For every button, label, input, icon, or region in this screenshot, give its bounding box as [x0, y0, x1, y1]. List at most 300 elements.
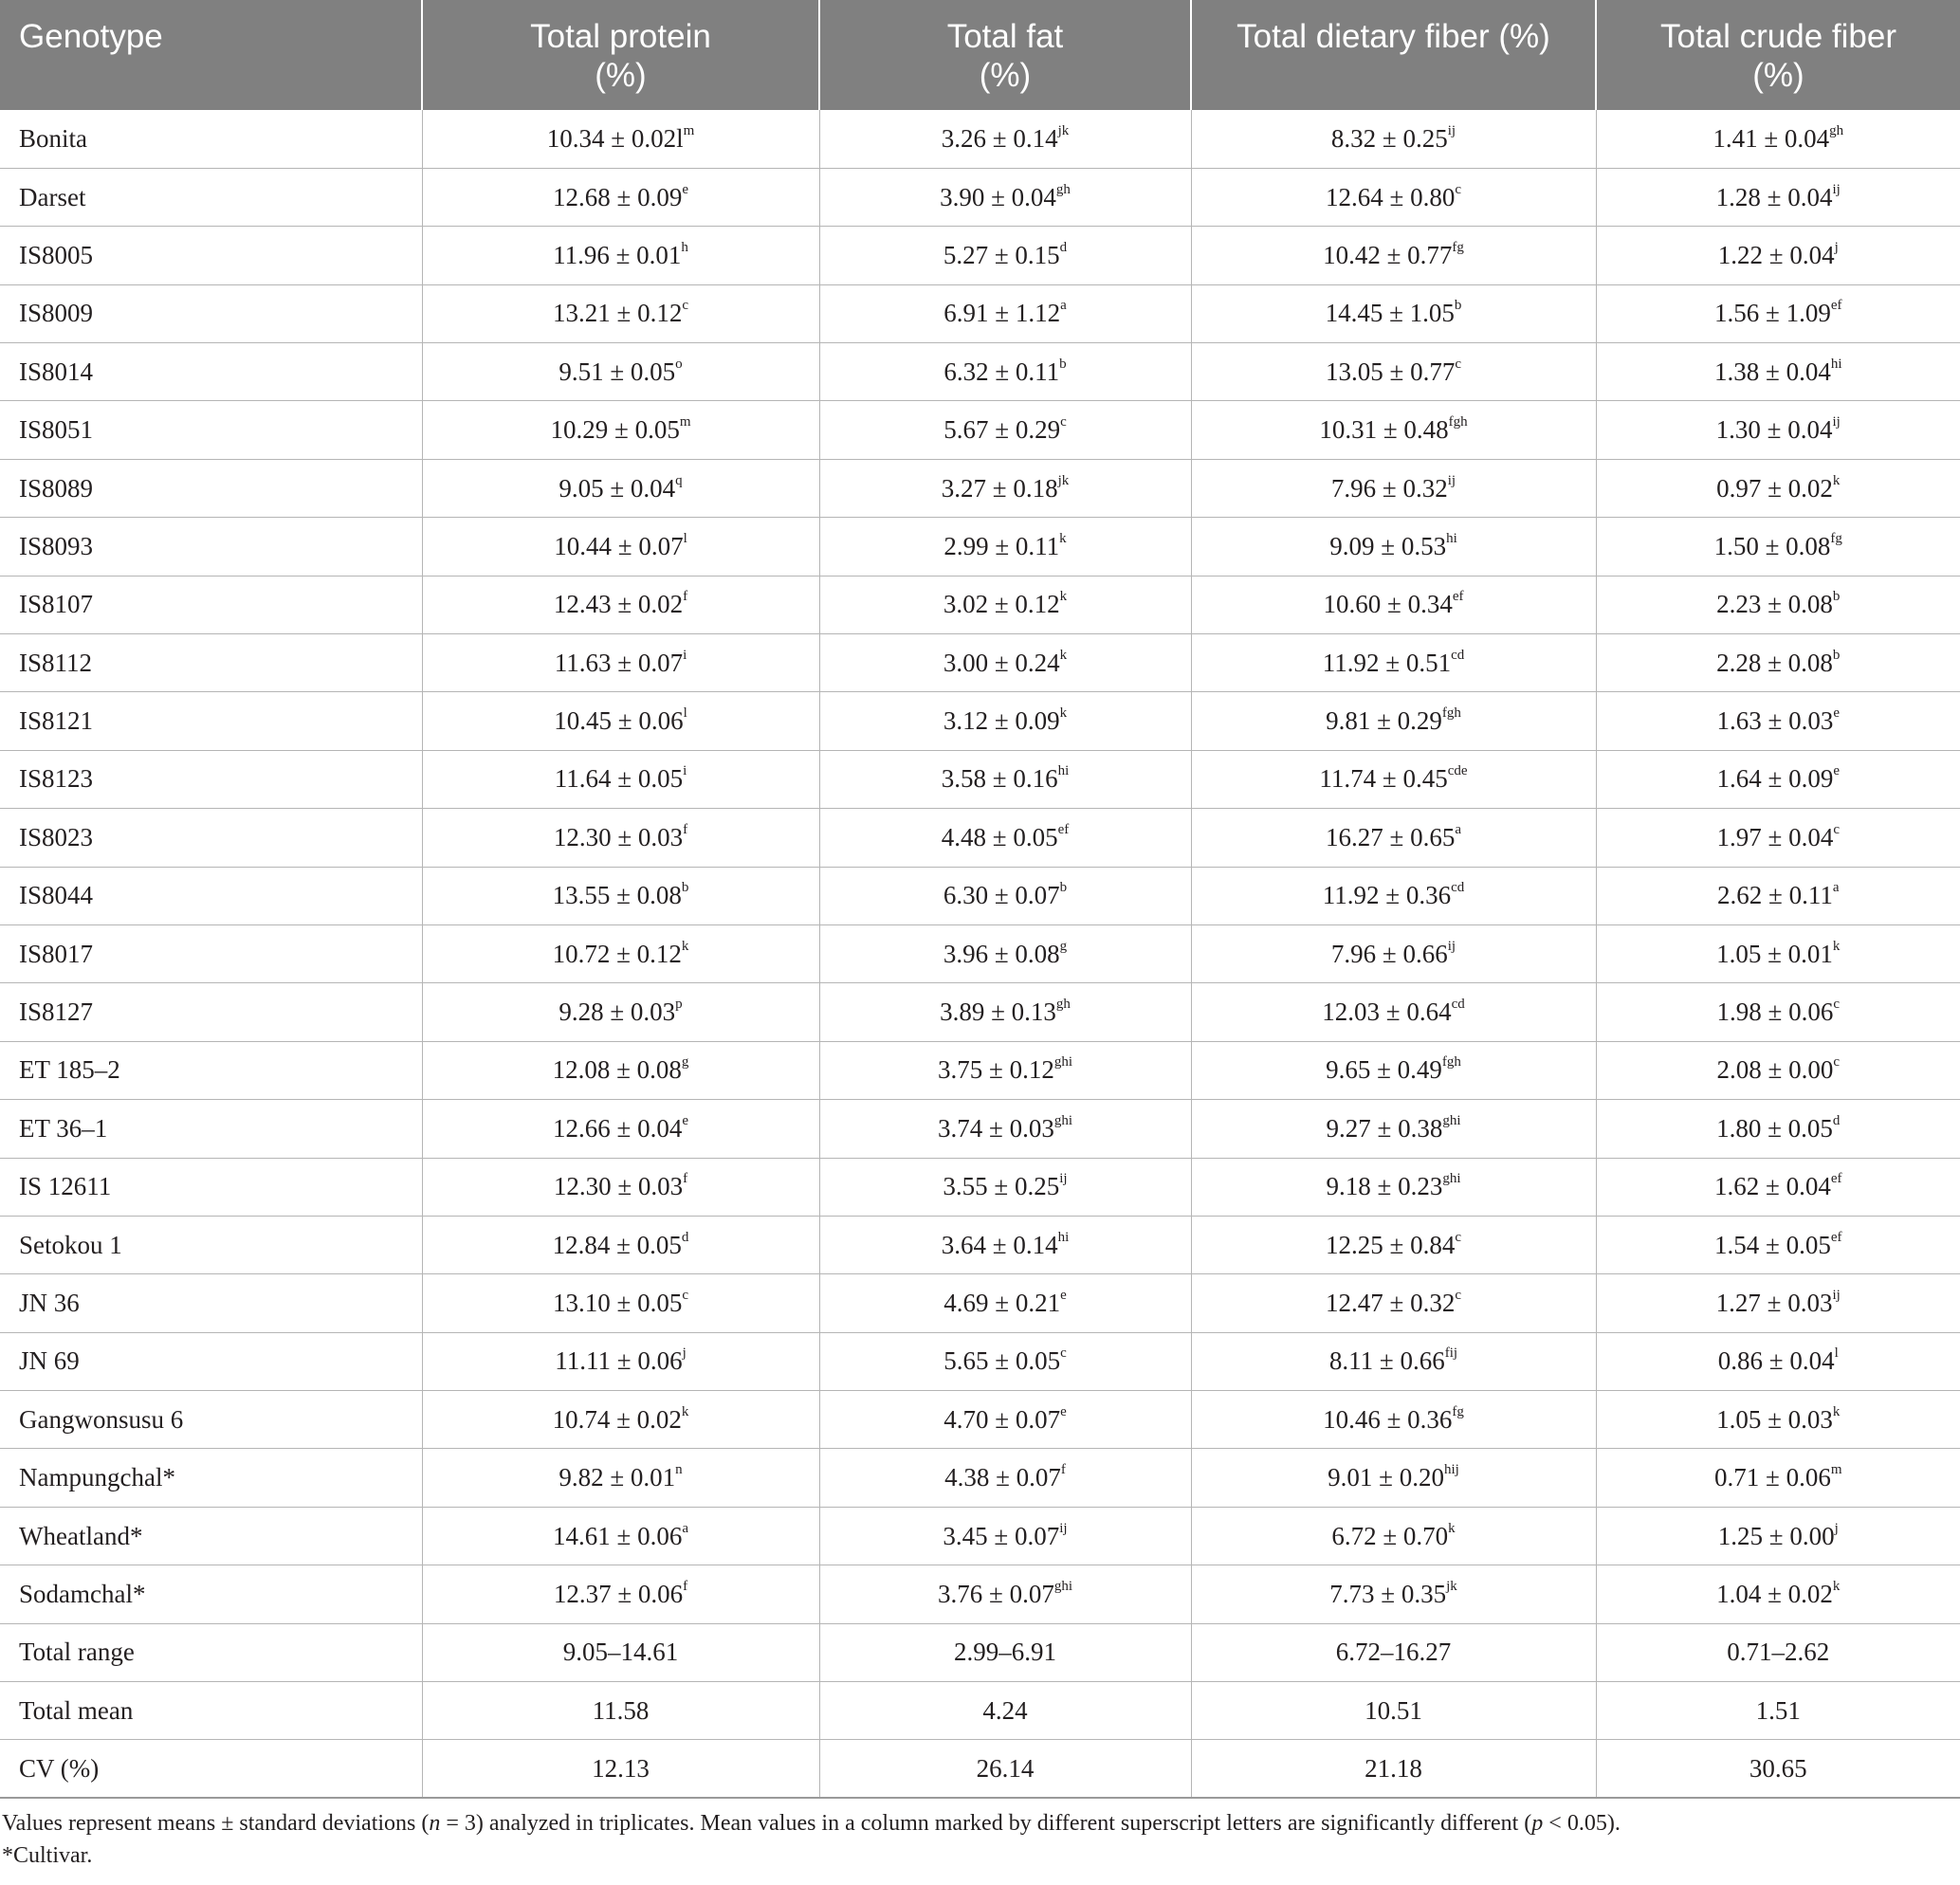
value-cell	[819, 1158, 1191, 1216]
value-cell	[1596, 1158, 1960, 1216]
significance-letters: n	[675, 1462, 683, 1478]
significance-letters: ef	[1452, 589, 1464, 605]
cell-value: 1.38 ± 0.04	[1714, 357, 1831, 386]
table-row	[0, 1565, 1960, 1623]
cell-value: 9.05–14.61	[562, 1638, 679, 1667]
significance-letters: e	[1833, 763, 1840, 779]
cell-value: 1.25 ± 0.00	[1717, 1521, 1835, 1550]
genotype-cell: IS8093	[0, 518, 422, 576]
significance-letters: m	[679, 414, 691, 430]
cell-value: 5.67 ± 0.29	[943, 415, 1061, 445]
significance-letters: q	[675, 472, 683, 488]
significance-letters: l	[683, 530, 687, 546]
value-cell	[422, 1507, 819, 1565]
cell-value: 10.45 ± 0.06	[554, 706, 684, 736]
significance-letters: c	[1833, 997, 1840, 1013]
footnote-n-symbol: n	[429, 1811, 441, 1836]
value-cell	[1191, 1682, 1596, 1740]
value-cell	[1191, 1565, 1596, 1623]
value-cell	[422, 867, 819, 924]
cell-value: 1.63 ± 0.03	[1716, 706, 1834, 736]
significance-letters: a	[1455, 821, 1461, 837]
cell-value: 12.43 ± 0.02	[553, 590, 684, 619]
cell-value: 2.23 ± 0.08	[1716, 590, 1833, 619]
value-cell	[1596, 692, 1960, 750]
value-cell	[819, 1682, 1191, 1740]
value-cell	[1191, 1158, 1596, 1216]
significance-letters: l	[1834, 1345, 1839, 1362]
value-cell	[1596, 867, 1960, 924]
cell-value: 12.25 ± 0.84	[1326, 1230, 1456, 1259]
cell-value: 1.98 ± 0.06	[1716, 997, 1834, 1027]
table-row	[0, 1449, 1960, 1507]
significance-letters: k	[1448, 1520, 1456, 1536]
cell-value: 30.65	[1749, 1753, 1807, 1783]
column-header-unit: (%)	[1752, 57, 1804, 94]
genotype-cell: IS 12611	[0, 1158, 422, 1216]
cell-value: 11.64 ± 0.05	[554, 764, 684, 794]
value-cell	[1596, 1100, 1960, 1158]
significance-letters: i	[683, 647, 687, 663]
value-cell	[819, 576, 1191, 633]
significance-letters: gh	[1829, 122, 1844, 138]
significance-letters: jk	[1057, 472, 1070, 488]
significance-letters: fgh	[1448, 414, 1468, 430]
value-cell	[1596, 343, 1960, 401]
value-cell	[1596, 1332, 1960, 1390]
table-row	[0, 1740, 1960, 1798]
header-row	[0, 0, 1960, 110]
value-cell	[819, 518, 1191, 576]
cell-value: 9.65 ± 0.49	[1326, 1055, 1442, 1085]
significance-letters: e	[1060, 1403, 1067, 1419]
significance-letters: m	[1830, 1462, 1842, 1478]
cell-value: 13.10 ± 0.05	[553, 1289, 683, 1317]
cell-value: 1.04 ± 0.02	[1716, 1579, 1833, 1608]
value-cell	[422, 1682, 819, 1740]
value-cell	[819, 343, 1191, 401]
table-row	[0, 634, 1960, 692]
value-cell	[819, 1332, 1191, 1390]
value-cell	[422, 809, 819, 867]
genotype-cell: Sodamchal*	[0, 1565, 422, 1623]
significance-letters: ghi	[1053, 1054, 1072, 1071]
significance-letters: k	[1832, 1578, 1841, 1594]
cell-value: 6.72–16.27	[1335, 1638, 1452, 1667]
table-row	[0, 401, 1960, 459]
genotype-cell: Total range	[0, 1623, 422, 1681]
significance-letters: c	[682, 1288, 688, 1303]
significance-letters: ij	[1447, 472, 1456, 488]
value-cell	[1596, 1682, 1960, 1740]
genotype-cell: IS8014	[0, 343, 422, 401]
footnote-p-symbol: p	[1531, 1811, 1544, 1836]
value-cell	[422, 692, 819, 750]
significance-letters: hi	[1057, 1229, 1070, 1245]
cell-value: 0.86 ± 0.04	[1717, 1346, 1835, 1376]
significance-letters: cd	[1451, 880, 1465, 896]
value-cell	[1596, 750, 1960, 808]
cell-value: 4.69 ± 0.21	[943, 1289, 1061, 1317]
significance-letters: fgh	[1441, 705, 1461, 722]
cell-value: 3.27 ± 0.18	[941, 473, 1058, 503]
significance-letters: hi	[1830, 356, 1842, 372]
value-cell	[1191, 110, 1596, 168]
significance-letters: c	[1455, 181, 1461, 197]
table-row	[0, 1623, 1960, 1681]
significance-letters: gh	[1055, 997, 1071, 1013]
genotype-cell: Wheatland*	[0, 1507, 422, 1565]
cell-value: 3.96 ± 0.08	[943, 939, 1060, 968]
significance-letters: j	[1834, 239, 1839, 255]
table-row	[0, 1216, 1960, 1273]
cell-value: 3.90 ± 0.04	[940, 182, 1056, 211]
cell-value: 10.31 ± 0.48	[1319, 415, 1449, 445]
value-cell	[1191, 1216, 1596, 1273]
table-header	[0, 0, 1960, 110]
significance-letters: e	[1060, 1288, 1067, 1303]
cell-value: 1.50 ± 0.08	[1713, 531, 1831, 560]
cell-value: 3.12 ± 0.09	[943, 706, 1060, 736]
value-cell	[819, 983, 1191, 1041]
value-cell	[1596, 634, 1960, 692]
cell-value: 2.08 ± 0.00	[1716, 1055, 1834, 1085]
table-row	[0, 1158, 1960, 1216]
cell-value: 1.28 ± 0.04	[1715, 182, 1833, 211]
cell-value: 3.76 ± 0.07	[938, 1579, 1054, 1608]
value-cell	[819, 1100, 1191, 1158]
significance-letters: c	[1060, 414, 1067, 430]
significance-letters: ghi	[1442, 1171, 1461, 1187]
cell-value: 3.58 ± 0.16	[941, 764, 1058, 794]
genotype-cell: IS8121	[0, 692, 422, 750]
value-cell	[422, 1274, 819, 1332]
cell-value: 13.55 ± 0.08	[552, 881, 682, 910]
significance-letters: hi	[1057, 763, 1070, 779]
significance-letters: ij	[1059, 1171, 1068, 1187]
value-cell	[819, 284, 1191, 342]
value-cell	[819, 110, 1191, 168]
column-header-unit: (%)	[595, 57, 647, 94]
significance-letters: j	[682, 1345, 687, 1362]
cell-value: 14.45 ± 1.05	[1325, 299, 1455, 328]
cell-value: 1.56 ± 1.09	[1714, 299, 1831, 328]
cell-value: 8.11 ± 0.66	[1328, 1346, 1445, 1376]
cell-value: 11.92 ± 0.51	[1322, 648, 1452, 677]
cell-value: 9.28 ± 0.03	[559, 997, 676, 1027]
significance-letters: ij	[1832, 181, 1841, 197]
genotype-cell: JN 69	[0, 1332, 422, 1390]
cell-value: 10.34 ± 0.02l	[546, 123, 684, 153]
genotype-cell: ET 185–2	[0, 1041, 422, 1099]
significance-letters: b	[681, 880, 689, 896]
significance-letters: e	[1833, 705, 1840, 722]
column-header-label: Total crude fiber	[1659, 18, 1897, 55]
column-header-4	[1596, 0, 1960, 110]
value-cell	[819, 1041, 1191, 1099]
table-row	[0, 168, 1960, 226]
value-cell	[422, 343, 819, 401]
value-cell	[1191, 227, 1596, 284]
column-header-label: Genotype	[19, 18, 163, 55]
significance-letters: ghi	[1442, 1112, 1461, 1128]
value-cell	[819, 168, 1191, 226]
cell-value: 3.89 ± 0.13	[940, 997, 1056, 1027]
cell-value: 3.64 ± 0.14	[941, 1230, 1058, 1259]
significance-letters: c	[1455, 1288, 1461, 1303]
value-cell	[1191, 634, 1596, 692]
value-cell	[819, 809, 1191, 867]
significance-letters: e	[682, 1112, 688, 1128]
value-cell	[819, 1507, 1191, 1565]
value-cell	[819, 1449, 1191, 1507]
significance-letters: gh	[1055, 181, 1071, 197]
value-cell	[1596, 1740, 1960, 1798]
value-cell	[1596, 110, 1960, 168]
value-cell	[819, 401, 1191, 459]
significance-letters: d	[681, 1229, 689, 1245]
value-cell	[1596, 809, 1960, 867]
cell-value: 5.27 ± 0.15	[943, 240, 1060, 269]
value-cell	[1191, 1041, 1596, 1099]
cell-value: 1.22 ± 0.04	[1717, 240, 1835, 269]
cell-value: 3.74 ± 0.03	[938, 1113, 1054, 1143]
genotype-cell: IS8089	[0, 459, 422, 517]
value-cell	[422, 401, 819, 459]
significance-letters: a	[1832, 880, 1840, 896]
cell-value: 9.18 ± 0.23	[1326, 1172, 1443, 1201]
cell-value: 11.11 ± 0.06	[555, 1346, 683, 1376]
column-header-2	[819, 0, 1191, 110]
value-cell	[422, 1041, 819, 1099]
table-row	[0, 924, 1960, 982]
significance-letters: k	[1059, 530, 1067, 546]
significance-letters: g	[681, 1054, 689, 1071]
cell-value: 12.30 ± 0.03	[553, 822, 684, 851]
table-row	[0, 110, 1960, 168]
value-cell	[1191, 1391, 1596, 1449]
value-cell	[1191, 576, 1596, 633]
cell-value: 3.55 ± 0.25	[943, 1172, 1060, 1201]
cell-value: 1.41 ± 0.04	[1713, 123, 1830, 153]
significance-letters: k	[1832, 472, 1841, 488]
value-cell	[1191, 1623, 1596, 1681]
cell-value: 9.05 ± 0.04	[559, 473, 676, 503]
table-body	[0, 110, 1960, 1798]
cell-value: 1.51	[1755, 1695, 1801, 1725]
genotype-cell: IS8051	[0, 401, 422, 459]
significance-letters: c	[1455, 1229, 1461, 1245]
value-cell	[819, 459, 1191, 517]
significance-letters: b	[1832, 589, 1841, 605]
value-cell	[1191, 401, 1596, 459]
column-header-0	[0, 0, 422, 110]
cell-value: 10.60 ± 0.34	[1323, 590, 1453, 619]
significance-letters: f	[683, 821, 688, 837]
value-cell	[1596, 1041, 1960, 1099]
footnote-text-b: = 3) analyzed in triplicates. Mean values in a column marked by different superscript letters are significantly different (	[440, 1811, 1532, 1836]
cell-value: 11.74 ± 0.45	[1319, 764, 1448, 794]
significance-letters: i	[683, 763, 687, 779]
cell-value: 13.05 ± 0.77	[1326, 357, 1456, 386]
significance-letters: c	[1833, 1054, 1840, 1071]
significance-letters: k	[1059, 647, 1068, 663]
cell-value: 6.32 ± 0.11	[943, 357, 1060, 386]
significance-letters: ij	[1447, 122, 1456, 138]
value-cell	[1596, 1623, 1960, 1681]
cell-value: 1.62 ± 0.04	[1714, 1172, 1831, 1201]
table-row	[0, 1041, 1960, 1099]
cell-value: 1.30 ± 0.04	[1715, 415, 1833, 445]
column-header-unit: (%)	[979, 57, 1032, 94]
cell-value: 3.45 ± 0.07	[943, 1521, 1060, 1550]
cell-value: 2.28 ± 0.08	[1716, 648, 1833, 677]
cell-value: 10.46 ± 0.36	[1323, 1404, 1453, 1434]
column-header-label: Total fat	[946, 18, 1064, 55]
genotype-cell: Darset	[0, 168, 422, 226]
value-cell	[1596, 284, 1960, 342]
value-cell	[1191, 1449, 1596, 1507]
significance-letters: fij	[1444, 1345, 1458, 1362]
cell-value: 0.71–2.62	[1727, 1638, 1830, 1667]
cell-value: 4.38 ± 0.07	[944, 1463, 1061, 1492]
column-header-1	[422, 0, 819, 110]
cell-value: 11.58	[592, 1695, 650, 1725]
cell-value: 12.03 ± 0.64	[1322, 997, 1452, 1027]
significance-letters: j	[1834, 1520, 1839, 1536]
significance-letters: f	[683, 589, 688, 605]
value-cell	[1191, 692, 1596, 750]
significance-letters: h	[681, 239, 688, 255]
cell-value: 9.01 ± 0.20	[1328, 1463, 1444, 1492]
genotype-cell: Total mean	[0, 1682, 422, 1740]
genotype-cell: IS8005	[0, 227, 422, 284]
significance-letters: hi	[1446, 530, 1457, 546]
significance-letters: k	[1832, 1403, 1841, 1419]
value-cell	[1191, 867, 1596, 924]
cell-value: 21.18	[1365, 1753, 1422, 1783]
table-row	[0, 750, 1960, 808]
value-cell	[422, 1332, 819, 1390]
value-cell	[819, 692, 1191, 750]
cell-value: 3.02 ± 0.12	[943, 590, 1060, 619]
genotype-cell: IS8017	[0, 924, 422, 982]
significance-letters: ij	[1059, 1520, 1068, 1536]
cell-value: 0.97 ± 0.02	[1716, 473, 1833, 503]
table-row	[0, 459, 1960, 517]
significance-letters: ef	[1057, 821, 1070, 837]
significance-letters: b	[1454, 298, 1462, 314]
cell-value: 14.61 ± 0.06	[553, 1521, 683, 1550]
cell-value: 10.74 ± 0.02	[552, 1404, 682, 1434]
genotype-cell: JN 36	[0, 1274, 422, 1332]
significance-letters: a	[1060, 298, 1067, 314]
significance-letters: c	[682, 298, 688, 314]
value-cell	[819, 227, 1191, 284]
cell-value: 1.64 ± 0.09	[1716, 764, 1834, 794]
cell-value: 7.73 ± 0.35	[1329, 1579, 1447, 1608]
cell-value: 3.26 ± 0.14	[941, 123, 1058, 153]
cell-value: 12.64 ± 0.80	[1326, 182, 1456, 211]
significance-letters: p	[675, 997, 683, 1013]
cell-value: 10.42 ± 0.77	[1323, 240, 1453, 269]
value-cell	[1596, 168, 1960, 226]
value-cell	[819, 1274, 1191, 1332]
genotype-cell: IS8023	[0, 809, 422, 867]
cell-value: 12.13	[592, 1753, 650, 1783]
cell-value: 7.96 ± 0.66	[1330, 939, 1448, 968]
cell-value: 0.71 ± 0.06	[1714, 1463, 1831, 1492]
value-cell	[819, 1740, 1191, 1798]
value-cell	[1191, 983, 1596, 1041]
value-cell	[422, 518, 819, 576]
value-cell	[1596, 1565, 1960, 1623]
cell-value: 8.32 ± 0.25	[1330, 123, 1448, 153]
table-footnote	[2, 1807, 1955, 1872]
value-cell	[819, 750, 1191, 808]
value-cell	[1191, 924, 1596, 982]
significance-letters: hij	[1443, 1462, 1459, 1478]
cell-value: 11.96 ± 0.01	[553, 240, 682, 269]
value-cell	[422, 284, 819, 342]
cell-value: 4.48 ± 0.05	[941, 822, 1058, 851]
value-cell	[1596, 1216, 1960, 1273]
significance-letters: cd	[1451, 647, 1465, 663]
value-cell	[422, 1623, 819, 1681]
cell-value: 1.27 ± 0.03	[1715, 1289, 1833, 1317]
cell-value: 10.44 ± 0.07	[554, 531, 684, 560]
cell-value: 11.92 ± 0.36	[1322, 881, 1452, 910]
cell-value: 9.09 ± 0.53	[1329, 531, 1447, 560]
significance-letters: f	[683, 1578, 688, 1594]
value-cell	[422, 227, 819, 284]
value-cell	[819, 1623, 1191, 1681]
significance-letters: d	[1832, 1112, 1841, 1128]
value-cell	[422, 1158, 819, 1216]
cell-value: 2.99 ± 0.11	[943, 531, 1060, 560]
significance-letters: ij	[1832, 1288, 1841, 1303]
value-cell	[1596, 459, 1960, 517]
significance-letters: fg	[1452, 1403, 1464, 1419]
genotype-cell: CV (%)	[0, 1740, 422, 1798]
value-cell	[1596, 983, 1960, 1041]
value-cell	[422, 924, 819, 982]
significance-letters: k	[1832, 938, 1841, 954]
value-cell	[422, 1391, 819, 1449]
genotype-cell: IS8107	[0, 576, 422, 633]
cell-value: 3.00 ± 0.24	[943, 648, 1060, 677]
table-row	[0, 1391, 1960, 1449]
significance-letters: c	[1833, 821, 1840, 837]
footnote-line-1	[2, 1807, 1955, 1839]
table-row	[0, 1682, 1960, 1740]
significance-letters: ij	[1832, 414, 1841, 430]
significance-letters: l	[683, 705, 687, 722]
value-cell	[1191, 1274, 1596, 1332]
value-cell	[422, 168, 819, 226]
genotype-cell: Gangwonsusu 6	[0, 1391, 422, 1449]
value-cell	[1191, 284, 1596, 342]
cell-value: 16.27 ± 0.65	[1326, 822, 1456, 851]
cell-value: 6.91 ± 1.12	[943, 299, 1061, 328]
significance-letters: k	[681, 938, 689, 954]
table-row	[0, 284, 1960, 342]
cell-value: 1.97 ± 0.04	[1716, 822, 1834, 851]
value-cell	[422, 1100, 819, 1158]
significance-letters: b	[1832, 647, 1841, 663]
value-cell	[422, 110, 819, 168]
value-cell	[1596, 401, 1960, 459]
